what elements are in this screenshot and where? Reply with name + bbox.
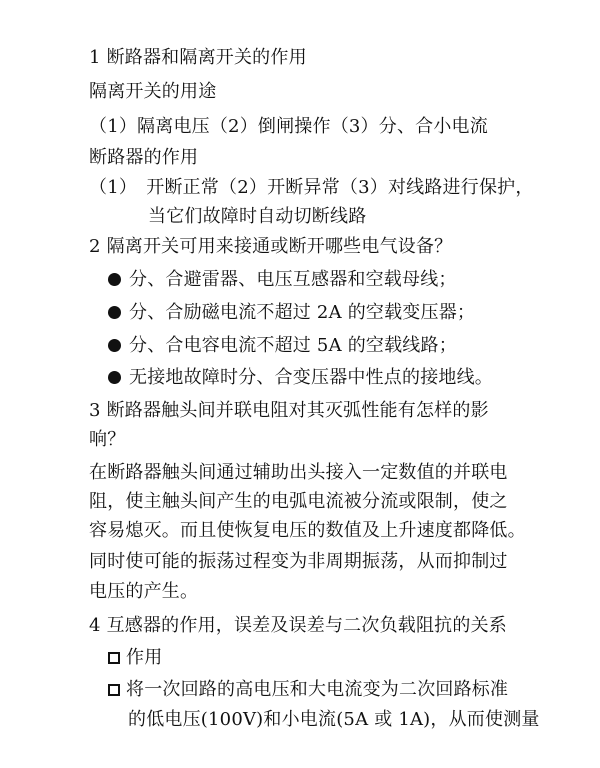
list-item (108, 647, 162, 669)
heading-3: 3 断路器触头间并联电阻对其灭弧性能有怎样的影 (89, 400, 489, 421)
list-item-text: 作用 (126, 647, 163, 668)
heading-4: 4 互感器的作用，误差及误差与二次负载阻抗的关系 (89, 615, 507, 636)
checkbox-bullet-icon (108, 684, 120, 696)
bullet-dot-icon (108, 371, 121, 384)
list-item (108, 367, 493, 389)
list-item-text: 将一次回路的高电压和大电流变为二次回路标准 (126, 679, 509, 700)
paragraph-line: 在断路器触头间通过辅助出头接入一定数值的并联电 (89, 462, 508, 483)
checkbox-bullet-icon (108, 652, 120, 664)
bullet-dot-icon (108, 339, 121, 352)
list-item (108, 302, 475, 324)
subheading-breaker-function: 断路器的作用 (89, 147, 199, 168)
subheading-isolator-use: 隔离开关的用途 (89, 81, 217, 102)
bullet-dot-icon (108, 306, 121, 319)
isolator-use-list: （1）隔离电压（2）倒闸操作（3）分、合小电流 (89, 116, 488, 137)
list-item-text: 分、合励磁电流不超过 2A 的空载变压器； (129, 302, 476, 323)
heading-1: 1 断路器和隔离开关的作用 (89, 47, 307, 68)
list-item (108, 679, 508, 701)
list-item (108, 335, 457, 357)
paragraph-line: 电压的产生。 (89, 581, 199, 602)
breaker-function-list: （1） 开断正常（2）开断异常（3）对线路进行保护， (89, 177, 534, 198)
paragraph-line: 同时使可能的振荡过程变为非周期振荡，从而抑制过 (89, 551, 508, 572)
heading-2: 2 隔离开关可用来接通或断开哪些电气设备？ (89, 236, 453, 257)
bullet-dot-icon (108, 273, 121, 286)
breaker-function-continuation: 当它们故障时自动切断线路 (148, 206, 367, 227)
list-item-continuation: 的低电压(100V)和小电流(5A 或 1A)，从而使测量 (128, 709, 540, 730)
heading-3-continuation: 响？ (89, 429, 126, 450)
paragraph-line: 阻，使主触头间产生的电弧电流被分流或限制，使之 (89, 491, 508, 512)
list-item (108, 269, 457, 291)
list-item-text: 分、合电容电流不超过 5A 的空载线路； (129, 335, 457, 356)
paragraph-line: 容易熄灭。而且使恢复电压的数值及上升速度都降低。 (89, 520, 526, 541)
list-item-text: 无接地故障时分、合变压器中性点的接地线。 (129, 367, 493, 388)
list-item-text: 分、合避雷器、电压互感器和空载母线； (129, 269, 457, 290)
